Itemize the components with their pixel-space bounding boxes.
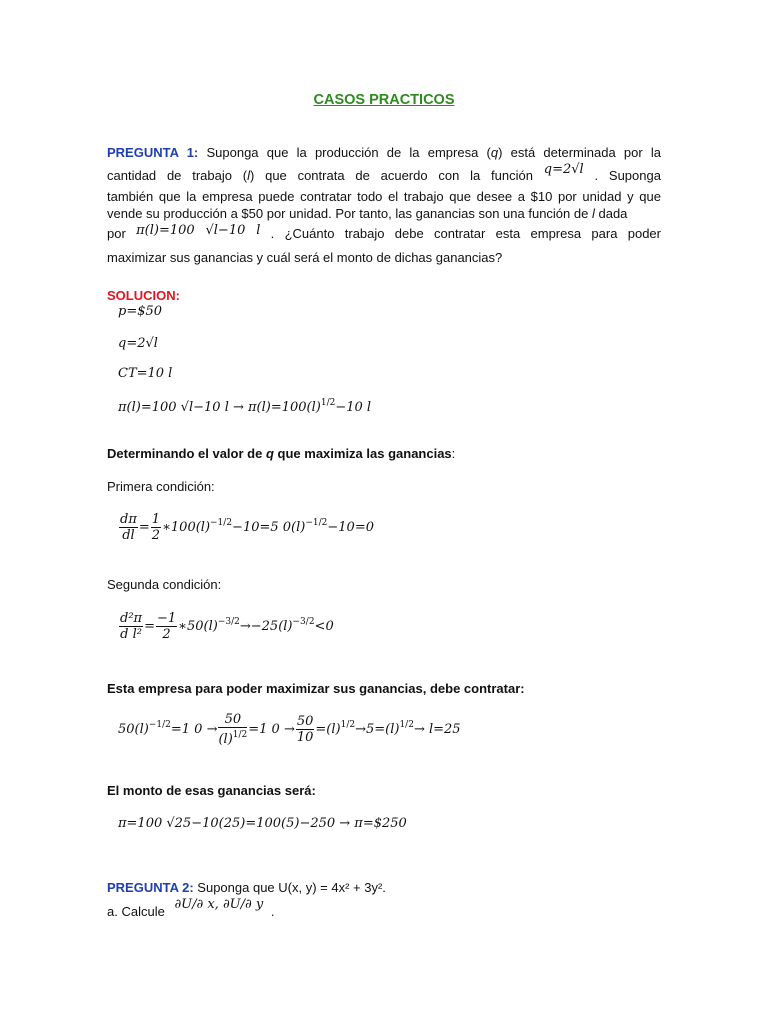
price-equation: p=$50 bbox=[118, 304, 163, 319]
q1-line-6: maximizar sus ganancias y cuál será el monto de dichas ganancias? bbox=[107, 250, 503, 265]
fraction-50-over-l: $\frac{50}{(l)^{1/2}}$ bbox=[218, 712, 248, 747]
q1-line-5: por π(l)=100 √l−10 l . ¿Cuánto trabajo debe contratar esta empresa para poder bbox=[107, 223, 661, 241]
question-2-item-a: a. Calcule ∂U/∂ x, ∂U/∂ y . bbox=[107, 897, 275, 919]
question-2-line: PREGUNTA 2: Suponga que U(x, y) = 4x² + 3y². bbox=[107, 880, 386, 895]
second-condition-label: Segunda condición: bbox=[107, 577, 222, 592]
second-condition-equation: $\frac{\text{d²π}}{\text{d l²}}$ = $\frac{-1}{2}$ $∗50(l)^{-3/2}\to-25(l)^{-3/2}<0$ bbox=[120, 611, 334, 642]
hire-equation: $50(l)^{-1/2}=1$ 0 → $\frac{50}{(l)^{1/2}}$ =1 0 → $\frac{50}{10}$ $=(l)^{1/2}\to 5=(l)^{1/2}\to l=25$ bbox=[118, 712, 461, 747]
first-condition-label: Primera condición: bbox=[107, 479, 215, 494]
fraction-50-over-10: $\frac{50}{10}$ bbox=[296, 714, 314, 745]
profit-amount-equation: π=100 √25−10(25)=100(5)−250 → π=$250 bbox=[118, 816, 407, 831]
hire-heading: Esta empresa para poder maximizar sus ganancias, debe contratar: bbox=[107, 681, 525, 696]
partial-derivatives: ∂U/∂ x, ∂U/∂ y bbox=[174, 897, 264, 912]
q1-line-2: cantidad de trabajo (l) que contrata de acuerdo con la función q=2√l . Suponga bbox=[107, 162, 661, 183]
q2-label: PREGUNTA 2: bbox=[107, 880, 194, 895]
page-title: CASOS PRACTICOS bbox=[313, 92, 455, 108]
q1-line-3: también que la empresa puede contratar todo el trabajo que desee a $10 por unidad y que bbox=[107, 189, 661, 204]
derivative-fraction: $\frac{d\pi}{dl}$ bbox=[120, 512, 137, 543]
production-function: q=2√l bbox=[543, 162, 584, 177]
first-condition-equation: $\frac{d\pi}{dl}$ = $\frac{1}{2}$ $∗100(l)^{-1/2}-10=5$ $0(l)^{-1/2}-10=0$ bbox=[120, 512, 374, 543]
q1-label: PREGUNTA 1: bbox=[107, 145, 199, 160]
half-fraction: $\frac{1}{2}$ bbox=[151, 512, 161, 543]
negative-half-fraction: $\frac{-1}{2}$ bbox=[156, 611, 177, 642]
question-1-paragraph bbox=[107, 141, 661, 269]
solution-label: SOLUCION: bbox=[107, 288, 180, 303]
q1-line-1: PREGUNTA 1: Suponga que la producción de la empresa (q) está determinada por la bbox=[107, 145, 661, 160]
production-equation: q=2√l bbox=[118, 336, 158, 351]
second-derivative-fraction: $\frac{\text{d²π}}{\text{d l²}}$ bbox=[120, 611, 143, 642]
determine-heading: Determinando el valor de q que maximiza las ganancias: bbox=[107, 446, 456, 461]
profit-function: π(l)=100 √l−10 l bbox=[136, 223, 261, 238]
cost-equation: CT=10 l bbox=[118, 366, 173, 381]
q1-line-4: vende su producción a $50 por unidad. Por tanto, las ganancias son una función de l dada bbox=[107, 206, 628, 221]
profit-heading: El monto de esas ganancias será: bbox=[107, 783, 316, 798]
profit-equation: π(l)=100 √l−10 $l \to \pi(l)=100(l)^{1/2}-10$ l bbox=[118, 398, 372, 415]
